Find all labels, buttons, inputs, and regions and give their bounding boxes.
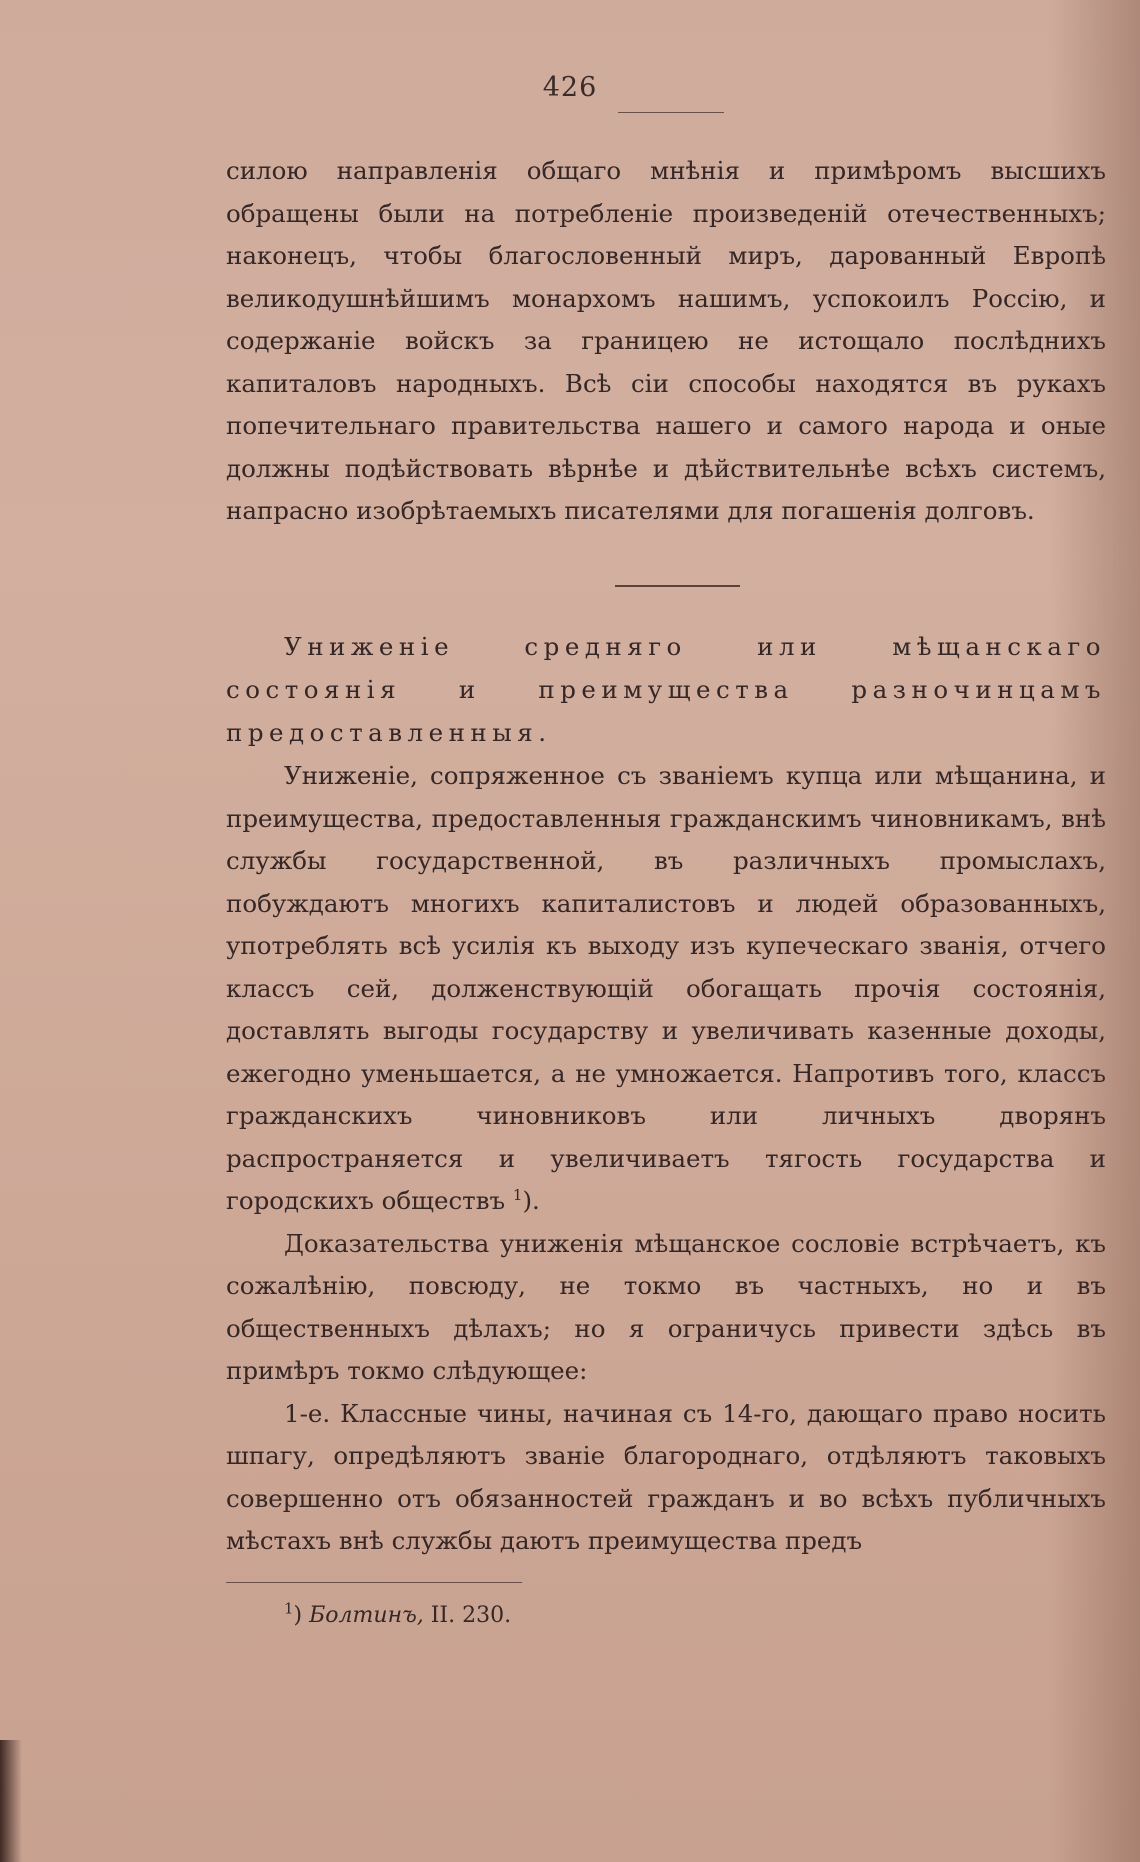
section-body (226, 755, 1106, 1563)
section-heading: Униженіе средняго или мѣщанскаго состоянія и преимущества разночинцамъ предоставленныя. (226, 632, 1106, 747)
footnote-reference: 1 (512, 1185, 523, 1204)
footnote-marker: 1 (284, 1599, 294, 1618)
page-number-underline (618, 112, 724, 113)
footnote-divider (226, 1582, 522, 1583)
paragraph-2: Доказательства униженія мѣщанское сословіе встрѣчаетъ, къ сожалѣнію, повсюду, не токмо въ частныхъ, но и въ общественныхъ дѣлахъ; но я ограничусь привести здѣсь въ примѣръ токмо слѣдующее: (226, 1228, 1106, 1385)
section-divider (615, 585, 740, 587)
footnote-reference-text: II. 230. (423, 1603, 512, 1628)
footnote: $^1$) Болтинъ, II. 230. (284, 1599, 512, 1628)
page-edge-shadow (0, 1740, 22, 1862)
footnote-author: Болтинъ, (309, 1603, 424, 1628)
paragraph-1-text: Униженіе, сопряженное съ званіемъ купца или мѣщанина, и преимущества, предоставленныя гражданскимъ чиновникамъ, внѣ службы государственной, въ различныхъ промыслахъ, побуждаютъ многихъ капиталистовъ и людей образованныхъ, употреблять всѣ усилія къ выходу изъ купеческаго званія, отчего классъ сей, долженствующій обогащать прочія состоянія, доставлять выгоды государству и увеличивать казенные доходы, ежегодно уменьшается, а не умножается. Напротивъ того, классъ гражданскихъ чиновниковъ или личныхъ дворянъ распространяется и увеличиваетъ тягость государства и городскихъ обществъ (226, 761, 1106, 1215)
paragraph-1 (226, 755, 1106, 1223)
top-paragraph: силою направленія общаго мнѣнія и примѣромъ высшихъ обращены были на потребленіе произведеній отечественныхъ; наконецъ, чтобы благословенный миръ, дарованный Европѣ великодушнѣйшимъ монархомъ нашимъ, успокоилъ Россію, и содержаніе войскъ за границею не истощало послѣднихъ капиталовъ народныхъ. Всѣ сіи способы находятся въ рукахъ попечительнаго правительства нашего и самого народа и оные должны подѣйствовать вѣрнѣе и дѣйствительнѣе всѣхъ системъ, напрасно изобрѣтаемыхъ писателями для погашенія долговъ. (226, 156, 1106, 525)
paragraph-1-tail: ). (522, 1186, 540, 1215)
page-number: 426 (542, 72, 598, 103)
paragraph-3: 1-е. Классные чины, начиная съ 14-го, дающаго право носить шпагу, опредѣляютъ званіе благороднаго, отдѣляютъ таковыхъ совершенно отъ обязанностей гражданъ и во всѣхъ публичныхъ мѣстахъ внѣ службы даютъ преимущества предъ (226, 1398, 1106, 1555)
